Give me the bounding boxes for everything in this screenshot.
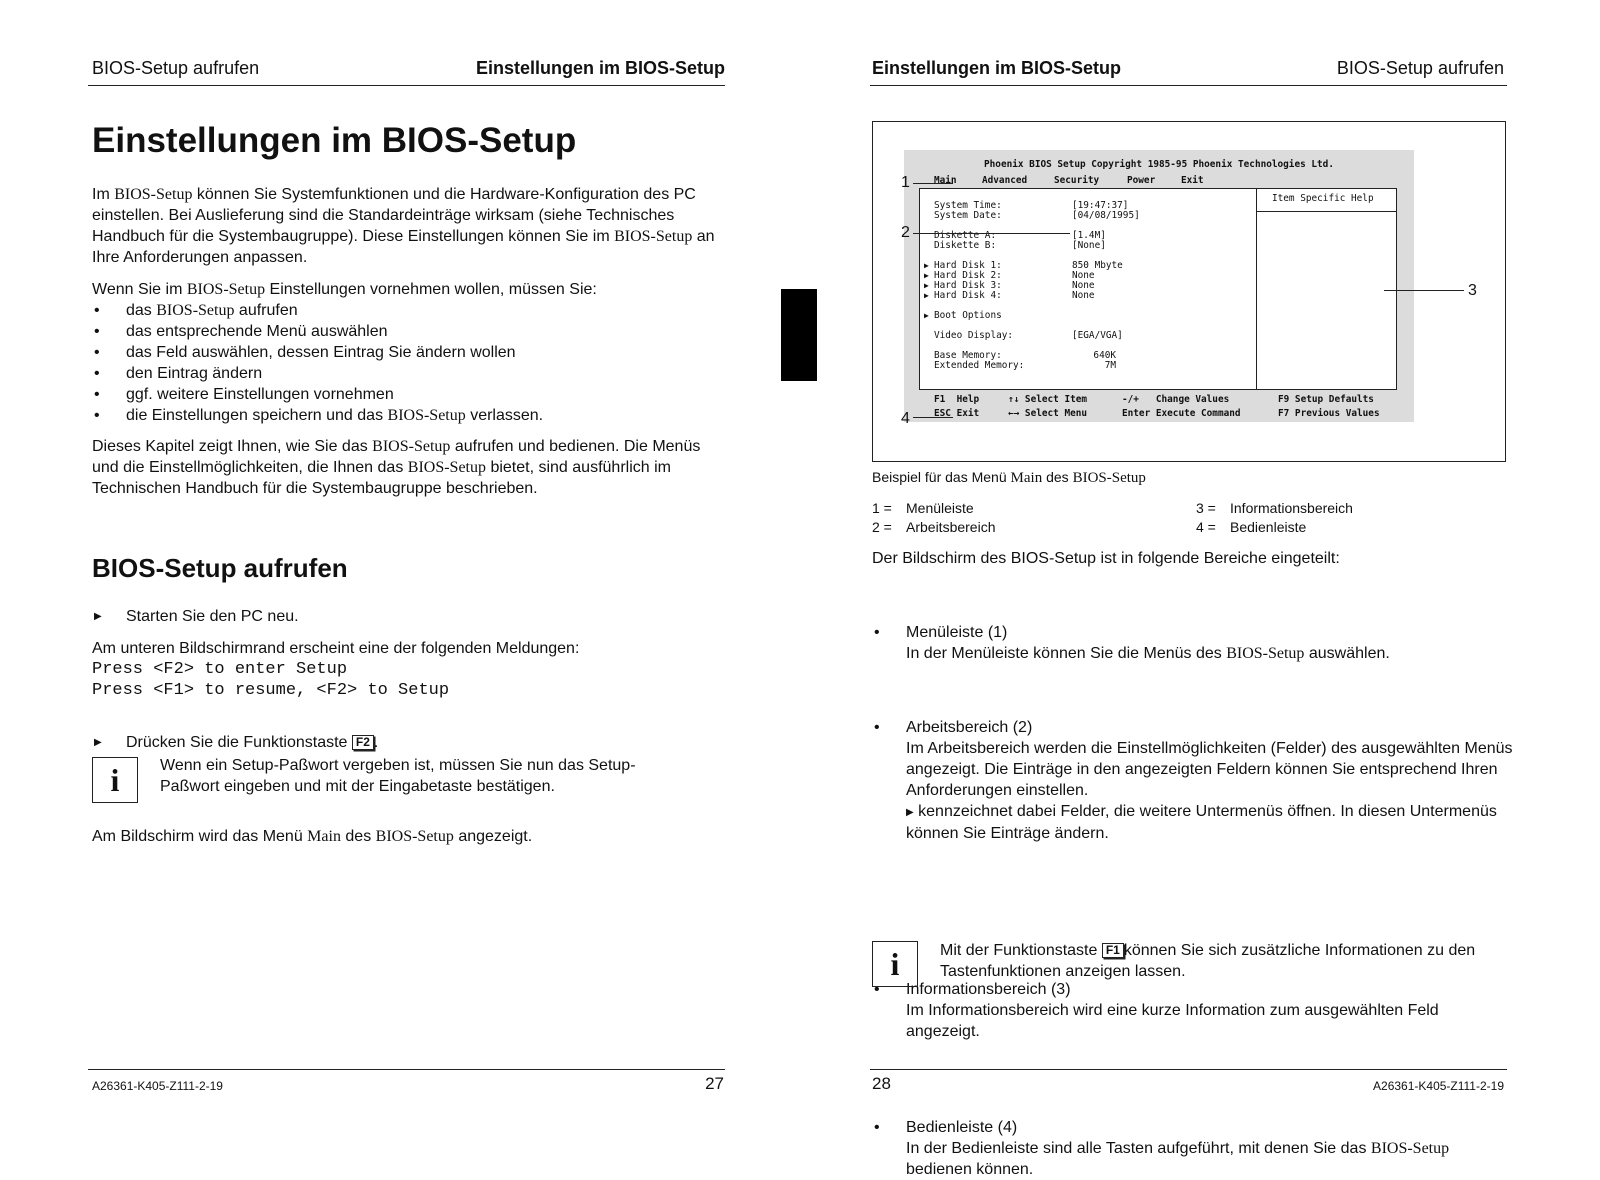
list-item: • ggf. weitere Einstellungen vornehmen xyxy=(92,384,722,405)
bios-key-esc: ESC Exit xyxy=(934,408,980,419)
steps-intro: Wenn Sie im BIOS-Setup Einstellungen vornehmen wollen, müssen Sie: xyxy=(92,281,597,298)
bios-field-value: 640K xyxy=(1093,350,1116,361)
bios-key-change: -/+ Change Values xyxy=(1122,394,1230,405)
f1-keycap: F1 xyxy=(1102,943,1124,958)
bios-field-value: None xyxy=(1072,270,1095,281)
callout-2: 2 xyxy=(901,224,910,241)
bios-field-label: System Time: xyxy=(934,200,1002,211)
list-item: • das entsprechende Menü auswählen xyxy=(92,321,722,342)
callout-4-line xyxy=(913,417,953,418)
bios-field-label[interactable]: Hard Disk 3: xyxy=(934,280,1002,291)
bios-help-title: Item Specific Help xyxy=(1272,193,1374,204)
bios-key-f9: F9 Setup Defaults xyxy=(1278,394,1374,405)
callout-1-line xyxy=(913,183,953,184)
submenu-arrow-icon: ▶ xyxy=(906,807,914,818)
right-running-header-section: BIOS-Setup aufrufen xyxy=(1336,58,1504,78)
left-running-header-chapter: Einstellungen im BIOS-Setup xyxy=(475,58,725,78)
bios-menu-advanced[interactable]: Advanced xyxy=(982,175,1028,186)
bios-boot-options[interactable]: Boot Options xyxy=(934,310,1002,321)
callout-4: 4 xyxy=(901,410,910,427)
list-item xyxy=(872,717,1516,844)
action-restart: ▶ Starten Sie den PC neu. xyxy=(92,606,726,627)
list-item: • das BIOS-Setup aufrufen xyxy=(92,300,722,321)
area-text: In der Menüleiste können Sie die Menüs des BIOS-Setup auswählen. xyxy=(906,645,1390,662)
figure-caption: Beispiel für das Menü Main des BIOS-Setup xyxy=(872,469,1146,486)
list-item: • das Feld auswählen, dessen Eintrag Sie ändern wollen xyxy=(92,342,722,363)
bios-field-label: Base Memory: xyxy=(934,350,1002,361)
left-running-header-section: BIOS-Setup aufrufen xyxy=(92,58,260,78)
area-text: Im Informationsbereich wird eine kurze Information zum ausgewählten Feld angezeigt. xyxy=(906,1002,1439,1040)
bios-field-label[interactable]: Hard Disk 1: xyxy=(934,260,1002,271)
left-footer-code: A26361-K405-Z111-2-19 xyxy=(92,1079,223,1093)
bios-field-label: Extended Memory: xyxy=(934,360,1025,371)
bios-screen xyxy=(904,150,1414,422)
bios-field-label: Diskette A: xyxy=(934,230,997,241)
legend-item: 2 = Arbeitsbereich xyxy=(872,519,996,535)
bios-divider xyxy=(1256,188,1257,390)
bios-menu-security[interactable]: Security xyxy=(1054,175,1100,186)
chapter-note: Dieses Kapitel zeigt Ihnen, wie Sie das BIOS-Setup aufrufen und bedienen. Die Menüs und die Einstellmöglichkeiten, die Ihnen das BIOS-Setup bietet, sind ausführlich im Technischen Handbuch für die Systembaugruppe beschrieben. xyxy=(92,438,701,497)
info-note: Mit der Funktionstaste F1 können Sie sich zusätzliche Informationen zu den Tastenfunktionen anzeigen lassen. xyxy=(940,942,1476,980)
list-item: • die Einstellungen speichern und das BIOS-Setup verlassen. xyxy=(92,405,722,426)
area-note: ▶ kennzeichnet dabei Felder, die weitere Untermenüs öffnen. In diesen Untermenüs können Sie Einträge ändern. xyxy=(906,803,1497,842)
boot-message-2: Press <F1> to resume, <F2> to Setup xyxy=(92,681,450,700)
right-page-number: 28 xyxy=(872,1074,891,1093)
list-item xyxy=(872,1117,1516,1180)
intro-paragraph: Im BIOS-Setup können Sie Systemfunktionen und die Hardware-Konfiguration des PC einstellen. Bei Auslieferung sind die Standardeinträge wirksam (siehe Technisches Handbuch für die Systembaugruppe). Diese Einstellungen können Sie im BIOS-Setup an Ihre Anforderungen anpassen. xyxy=(92,186,715,266)
steps-list xyxy=(92,300,722,426)
submenu-arrow-icon: ▶ xyxy=(924,281,929,290)
submenu-arrow-icon: ▶ xyxy=(924,271,929,280)
right-running-header-chapter: Einstellungen im BIOS-Setup xyxy=(872,58,1122,78)
submenu-arrow-icon: ▶ xyxy=(924,291,929,300)
info-icon: i xyxy=(872,941,918,987)
bios-field-value[interactable]: [None] xyxy=(1072,240,1106,251)
page-title: Einstellungen im BIOS-Setup xyxy=(92,121,577,160)
bios-field-label[interactable]: Hard Disk 2: xyxy=(934,270,1002,281)
callout-2-line xyxy=(913,233,1070,234)
bios-key-select-menu: ←→ Select Menu xyxy=(1008,408,1088,419)
info-icon: i xyxy=(92,757,138,803)
bios-field-label: Diskette B: xyxy=(934,240,997,251)
bios-menu-power[interactable]: Power xyxy=(1127,175,1156,186)
bios-field-value[interactable]: [04/08/1995] xyxy=(1072,210,1140,221)
info-note: Wenn ein Setup-Paßwort vergeben ist, müssen Sie nun das Setup-Paßwort eingeben und mit der Eingabetaste bestätigen. xyxy=(160,757,636,795)
bios-field-label: System Date: xyxy=(934,210,1002,221)
callout-3: 3 xyxy=(1468,282,1477,299)
f2-keycap: F2 xyxy=(352,735,374,750)
bios-field-value[interactable]: [19:47:37] xyxy=(1072,200,1129,211)
left-footer-rule xyxy=(88,1069,725,1070)
messages-intro: Am unteren Bildschirmrand erscheint eine der folgenden Meldungen: xyxy=(92,640,580,657)
bios-field-value: 850 Mbyte xyxy=(1072,260,1123,271)
bios-key-select-item: ↑↓ Select Item xyxy=(1008,394,1088,405)
left-page-number: 27 xyxy=(705,1074,724,1093)
bios-key-f1: F1 Help xyxy=(934,394,980,405)
list-item xyxy=(872,622,1506,664)
legend-item: 4 = Bedienleiste xyxy=(1196,519,1307,535)
submenu-arrow-icon: ▶ xyxy=(924,311,929,320)
areas-intro: Der Bildschirm des BIOS-Setup ist in folgende Bereiche eingeteilt: xyxy=(872,550,1340,567)
list-item: • den Eintrag ändern xyxy=(92,363,722,384)
bios-field-value: 7M xyxy=(1104,360,1116,371)
bios-menu-main[interactable]: Main xyxy=(934,175,957,186)
bios-key-enter: Enter Execute Command xyxy=(1122,408,1241,419)
callout-1: 1 xyxy=(901,174,910,191)
list-item xyxy=(872,979,1516,1042)
right-footer-code: A26361-K405-Z111-2-19 xyxy=(1373,1079,1504,1093)
bios-field-value[interactable]: [1.4M] xyxy=(1072,230,1106,241)
action-press-f2: ▶ Drücken Sie die Funktionstaste F2 . xyxy=(92,732,726,753)
section-title: BIOS-Setup aufrufen xyxy=(92,553,348,583)
boot-message-1: Press <F2> to enter Setup xyxy=(92,660,348,679)
bios-help-rule xyxy=(1256,211,1397,212)
bios-field-label[interactable]: Hard Disk 4: xyxy=(934,290,1002,301)
right-footer-rule xyxy=(870,1069,1507,1070)
bios-field-value[interactable]: [EGA/VGA] xyxy=(1072,330,1123,341)
bios-key-f7: F7 Previous Values xyxy=(1278,408,1380,419)
area-title: • Informationsbereich (3) xyxy=(906,981,1071,998)
left-header-rule xyxy=(88,85,725,86)
bios-field-label: Video Display: xyxy=(934,330,1014,341)
bios-field-value: None xyxy=(1072,280,1095,291)
area-title: • Arbeitsbereich (2) xyxy=(906,719,1033,736)
submenu-arrow-icon: ▶ xyxy=(924,261,929,270)
callout-3-line xyxy=(1384,290,1464,291)
legend-item: 1 = Menüleiste xyxy=(872,500,974,516)
bios-menu-exit[interactable]: Exit xyxy=(1181,175,1204,186)
bios-copyright: Phoenix BIOS Setup Copyright 1985-95 Phoenix Technologies Ltd. xyxy=(984,159,1334,170)
legend-item: 3 = Informationsbereich xyxy=(1196,500,1353,516)
area-title: • Bedienleiste (4) xyxy=(906,1119,1018,1136)
bios-field-value: None xyxy=(1072,290,1095,301)
closing-text: Am Bildschirm wird das Menü Main des BIOS-Setup angezeigt. xyxy=(92,828,533,845)
chapter-thumb-tab xyxy=(781,289,817,381)
area-title: • Menüleiste (1) xyxy=(906,624,1008,641)
area-text: Im Arbeitsbereich werden die Einstellmöglichkeiten (Felder) des ausgewählten Menüs angezeigt. Die Einträge in den angezeigten Feldern können Sie entsprechend Ihren Anforderungen einstellen. xyxy=(906,740,1513,799)
area-text: In der Bedienleiste sind alle Tasten aufgeführt, mit denen Sie das BIOS-Setup bedienen können. xyxy=(906,1140,1450,1178)
right-header-rule xyxy=(870,85,1507,86)
